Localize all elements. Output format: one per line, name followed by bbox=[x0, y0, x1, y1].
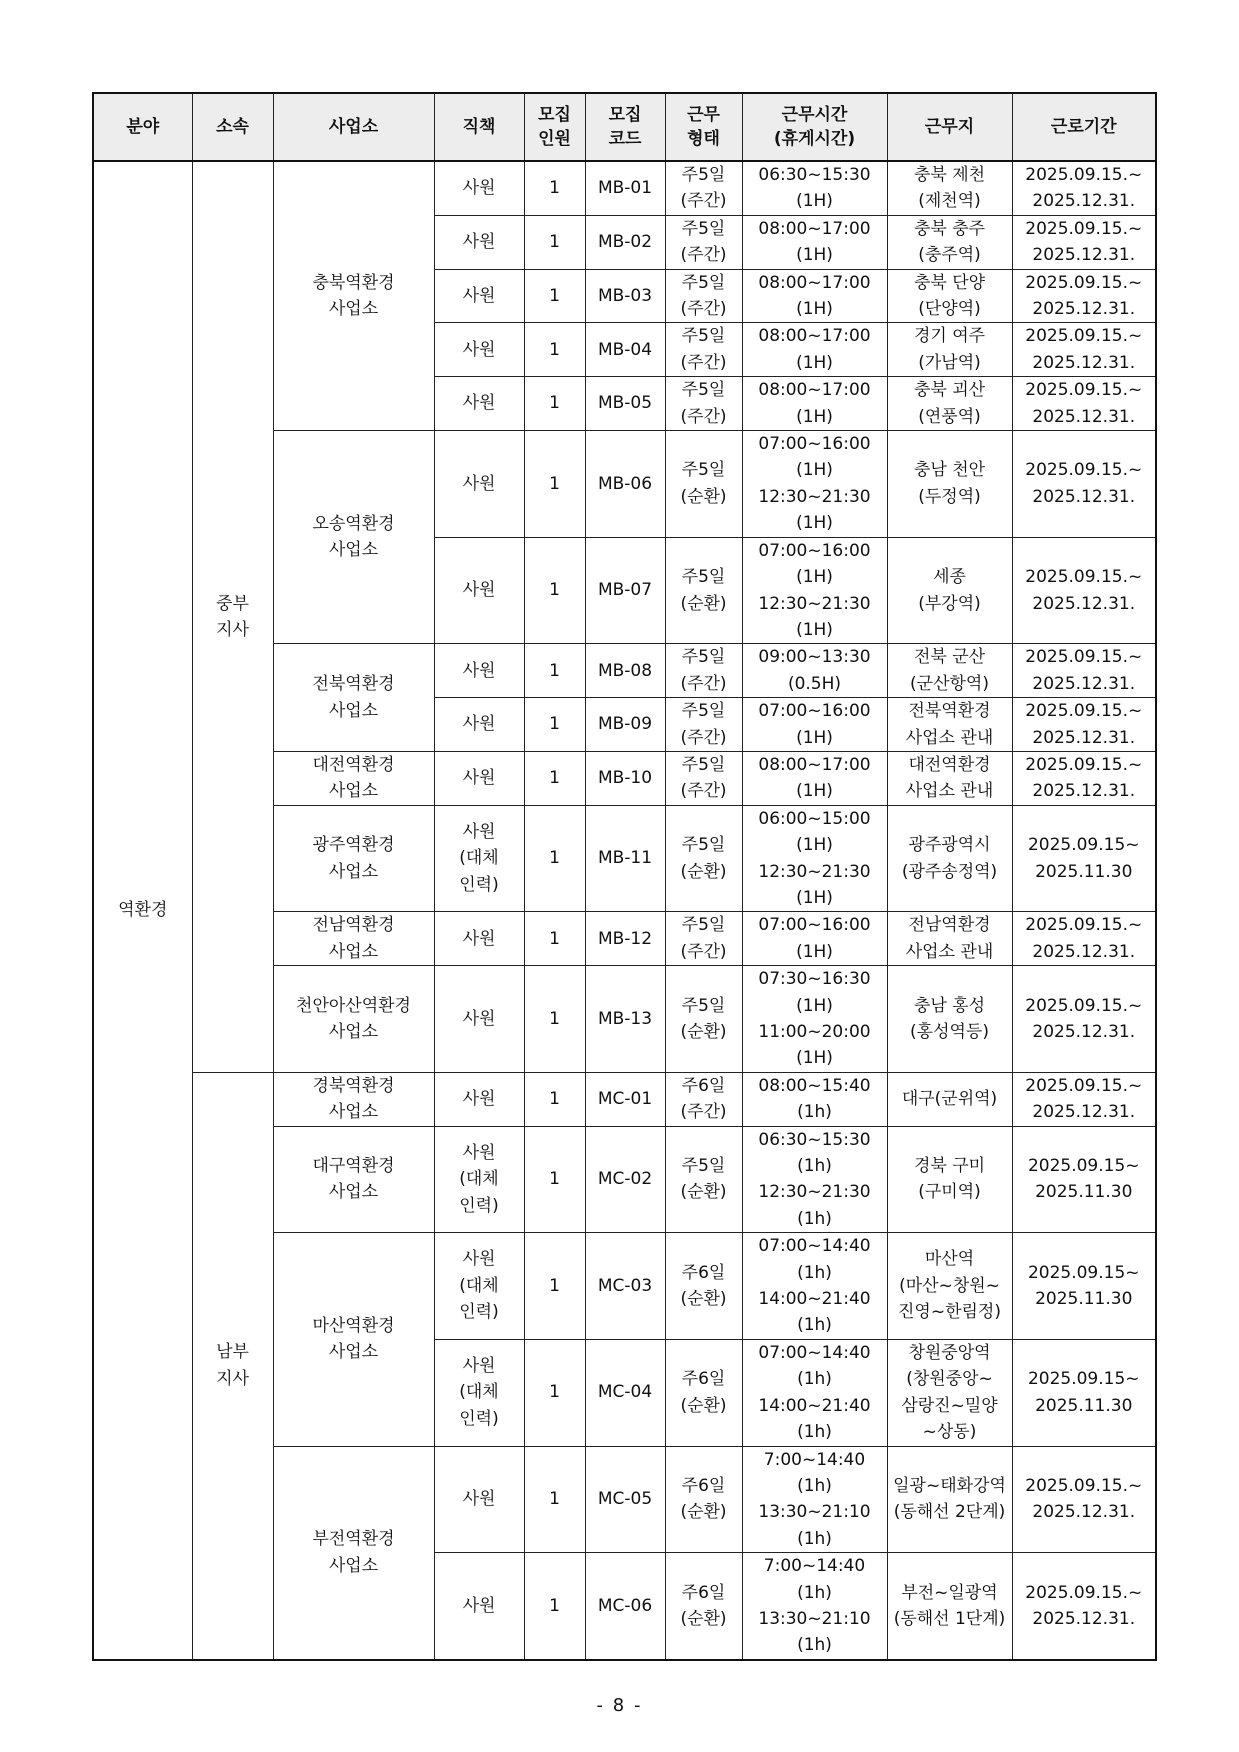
period-cell: 2025.09.15.~ 2025.12.31. bbox=[1012, 537, 1156, 644]
code-cell: MB-13 bbox=[585, 966, 665, 1073]
count-cell: 1 bbox=[524, 1339, 585, 1446]
position-cell: 사원 bbox=[434, 269, 524, 323]
count-cell: 1 bbox=[524, 1553, 585, 1660]
work-type-cell: 주5일 (순환) bbox=[665, 1126, 742, 1233]
location-cell: 부전~일광역 (동해선 1단계) bbox=[887, 1553, 1012, 1660]
work-hours-cell: 07:00~16:00 (1H) 12:30~21:30 (1H) bbox=[742, 431, 887, 538]
position-cell: 사원 bbox=[434, 1553, 524, 1660]
count-cell: 1 bbox=[524, 1126, 585, 1233]
position-cell: 사원 bbox=[434, 323, 524, 377]
work-type-cell: 주6일 (주간) bbox=[665, 1072, 742, 1126]
header-period: 근로기간 bbox=[1012, 93, 1156, 161]
location-cell: 세종 (부강역) bbox=[887, 537, 1012, 644]
work-type-cell: 주6일 (순환) bbox=[665, 1339, 742, 1446]
work-type-cell: 주5일 (주간) bbox=[665, 751, 742, 805]
code-cell: MB-03 bbox=[585, 269, 665, 323]
recruitment-table bbox=[92, 92, 1157, 1661]
position-cell: 사원 bbox=[434, 966, 524, 1073]
header-work-type: 근무 형태 bbox=[665, 93, 742, 161]
location-cell: 전남역환경 사업소 관내 bbox=[887, 912, 1012, 966]
work-hours-cell: 08:00~17:00 (1H) bbox=[742, 323, 887, 377]
count-cell: 1 bbox=[524, 751, 585, 805]
work-hours-cell: 08:00~17:00 (1H) bbox=[742, 215, 887, 269]
site-cell: 부전역환경 사업소 bbox=[273, 1446, 434, 1660]
position-cell: 사원 bbox=[434, 161, 524, 215]
count-cell: 1 bbox=[524, 323, 585, 377]
location-cell: 대전역환경 사업소 관내 bbox=[887, 751, 1012, 805]
work-hours-cell: 07:00~16:00 (1H) 12:30~21:30 (1H) bbox=[742, 537, 887, 644]
period-cell: 2025.09.15.~ 2025.12.31. bbox=[1012, 698, 1156, 752]
header-field: 분야 bbox=[93, 93, 192, 161]
code-cell: MC-06 bbox=[585, 1553, 665, 1660]
location-cell: 충남 홍성 (홍성역등) bbox=[887, 966, 1012, 1073]
work-type-cell: 주5일 (순환) bbox=[665, 966, 742, 1073]
header-position: 직책 bbox=[434, 93, 524, 161]
code-cell: MB-06 bbox=[585, 431, 665, 538]
work-hours-cell: 08:00~15:40 (1h) bbox=[742, 1072, 887, 1126]
location-cell: 경북 구미 (구미역) bbox=[887, 1126, 1012, 1233]
code-cell: MB-04 bbox=[585, 323, 665, 377]
code-cell: MB-05 bbox=[585, 377, 665, 431]
code-cell: MB-11 bbox=[585, 805, 665, 912]
field-cell: 역환경 bbox=[93, 161, 192, 1660]
branch-cell: 중부 지사 bbox=[192, 161, 273, 1072]
header-location: 근무지 bbox=[887, 93, 1012, 161]
location-cell: 마산역 (마산~창원~ 진영~한림정) bbox=[887, 1233, 1012, 1340]
location-cell: 충북 제천 (제천역) bbox=[887, 161, 1012, 215]
location-cell: 광주광역시 (광주송정역) bbox=[887, 805, 1012, 912]
period-cell: 2025.09.15.~ 2025.12.31. bbox=[1012, 1446, 1156, 1553]
period-cell: 2025.09.15.~ 2025.12.31. bbox=[1012, 644, 1156, 698]
header-row bbox=[93, 93, 1156, 161]
work-hours-cell: 07:00~14:40 (1h) 14:00~21:40 (1h) bbox=[742, 1233, 887, 1340]
work-hours-cell: 08:00~17:00 (1H) bbox=[742, 269, 887, 323]
work-type-cell: 주6일 (순환) bbox=[665, 1233, 742, 1340]
count-cell: 1 bbox=[524, 1072, 585, 1126]
count-cell: 1 bbox=[524, 269, 585, 323]
work-hours-cell: 09:00~13:30 (0.5H) bbox=[742, 644, 887, 698]
header-affiliation: 소속 bbox=[192, 93, 273, 161]
work-hours-cell: 07:00~14:40 (1h) 14:00~21:40 (1h) bbox=[742, 1339, 887, 1446]
location-cell: 경기 여주 (가남역) bbox=[887, 323, 1012, 377]
site-cell: 충북역환경 사업소 bbox=[273, 161, 434, 431]
position-cell: 사원 (대체 인력) bbox=[434, 1233, 524, 1340]
code-cell: MB-07 bbox=[585, 537, 665, 644]
code-cell: MB-09 bbox=[585, 698, 665, 752]
count-cell: 1 bbox=[524, 215, 585, 269]
header-count: 모집 인원 bbox=[524, 93, 585, 161]
code-cell: MC-02 bbox=[585, 1126, 665, 1233]
page-number: - 8 - bbox=[596, 1695, 643, 1716]
table-body bbox=[93, 161, 1156, 1660]
site-cell: 마산역환경 사업소 bbox=[273, 1233, 434, 1446]
work-type-cell: 주5일 (주간) bbox=[665, 269, 742, 323]
location-cell: 충북 단양 (단양역) bbox=[887, 269, 1012, 323]
work-type-cell: 주5일 (주간) bbox=[665, 644, 742, 698]
location-cell: 전북 군산 (군산항역) bbox=[887, 644, 1012, 698]
position-cell: 사원 bbox=[434, 1072, 524, 1126]
code-cell: MC-04 bbox=[585, 1339, 665, 1446]
code-cell: MB-12 bbox=[585, 912, 665, 966]
work-hours-cell: 7:00~14:40 (1h) 13:30~21:10 (1h) bbox=[742, 1446, 887, 1553]
site-cell: 전남역환경 사업소 bbox=[273, 912, 434, 966]
location-cell: 충북 괴산 (연풍역) bbox=[887, 377, 1012, 431]
work-type-cell: 주5일 (순환) bbox=[665, 431, 742, 538]
position-cell: 사원 bbox=[434, 698, 524, 752]
location-cell: 대구(군위역) bbox=[887, 1072, 1012, 1126]
site-cell: 전북역환경 사업소 bbox=[273, 644, 434, 752]
position-cell: 사원 bbox=[434, 644, 524, 698]
work-type-cell: 주6일 (순환) bbox=[665, 1446, 742, 1553]
work-type-cell: 주6일 (순환) bbox=[665, 1553, 742, 1660]
period-cell: 2025.09.15.~ 2025.12.31. bbox=[1012, 912, 1156, 966]
code-cell: MC-01 bbox=[585, 1072, 665, 1126]
period-cell: 2025.09.15~ 2025.11.30 bbox=[1012, 1339, 1156, 1446]
work-hours-cell: 7:00~14:40 (1h) 13:30~21:10 (1h) bbox=[742, 1553, 887, 1660]
count-cell: 1 bbox=[524, 966, 585, 1073]
work-hours-cell: 07:00~16:00 (1H) bbox=[742, 912, 887, 966]
period-cell: 2025.09.15.~ 2025.12.31. bbox=[1012, 1553, 1156, 1660]
work-type-cell: 주5일 (주간) bbox=[665, 698, 742, 752]
period-cell: 2025.09.15.~ 2025.12.31. bbox=[1012, 323, 1156, 377]
position-cell: 사원 (대체 인력) bbox=[434, 805, 524, 912]
count-cell: 1 bbox=[524, 805, 585, 912]
position-cell: 사원 bbox=[434, 431, 524, 538]
count-cell: 1 bbox=[524, 698, 585, 752]
period-cell: 2025.09.15.~ 2025.12.31. bbox=[1012, 751, 1156, 805]
period-cell: 2025.09.15~ 2025.11.30 bbox=[1012, 805, 1156, 912]
position-cell: 사원 bbox=[434, 377, 524, 431]
work-hours-cell: 08:00~17:00 (1H) bbox=[742, 751, 887, 805]
work-type-cell: 주5일 (순환) bbox=[665, 805, 742, 912]
work-type-cell: 주5일 (주간) bbox=[665, 215, 742, 269]
work-type-cell: 주5일 (주간) bbox=[665, 912, 742, 966]
work-hours-cell: 07:30~16:30 (1H) 11:00~20:00 (1H) bbox=[742, 966, 887, 1073]
position-cell: 사원 bbox=[434, 912, 524, 966]
position-cell: 사원 (대체 인력) bbox=[434, 1339, 524, 1446]
work-type-cell: 주5일 (주간) bbox=[665, 161, 742, 215]
header-work-hours: 근무시간 (휴게시간) bbox=[742, 93, 887, 161]
count-cell: 1 bbox=[524, 1233, 585, 1340]
branch-cell: 남부 지사 bbox=[192, 1072, 273, 1659]
location-cell: 충남 천안 (두정역) bbox=[887, 431, 1012, 538]
table-row bbox=[93, 161, 1156, 215]
location-cell: 일광~태화강역 (동해선 2단계) bbox=[887, 1446, 1012, 1553]
period-cell: 2025.09.15.~ 2025.12.31. bbox=[1012, 966, 1156, 1073]
work-type-cell: 주5일 (순환) bbox=[665, 537, 742, 644]
work-type-cell: 주5일 (주간) bbox=[665, 323, 742, 377]
count-cell: 1 bbox=[524, 1446, 585, 1553]
position-cell: 사원 bbox=[434, 537, 524, 644]
position-cell: 사원 bbox=[434, 1446, 524, 1553]
work-hours-cell: 06:00~15:00 (1H) 12:30~21:30 (1H) bbox=[742, 805, 887, 912]
site-cell: 대전역환경 사업소 bbox=[273, 751, 434, 805]
code-cell: MB-01 bbox=[585, 161, 665, 215]
work-hours-cell: 07:00~16:00 (1H) bbox=[742, 698, 887, 752]
site-cell: 대구역환경 사업소 bbox=[273, 1126, 434, 1233]
count-cell: 1 bbox=[524, 377, 585, 431]
count-cell: 1 bbox=[524, 912, 585, 966]
period-cell: 2025.09.15.~ 2025.12.31. bbox=[1012, 269, 1156, 323]
period-cell: 2025.09.15.~ 2025.12.31. bbox=[1012, 1072, 1156, 1126]
period-cell: 2025.09.15.~ 2025.12.31. bbox=[1012, 377, 1156, 431]
code-cell: MC-05 bbox=[585, 1446, 665, 1553]
work-hours-cell: 06:30~15:30 (1H) bbox=[742, 161, 887, 215]
position-cell: 사원 bbox=[434, 751, 524, 805]
period-cell: 2025.09.15.~ 2025.12.31. bbox=[1012, 215, 1156, 269]
count-cell: 1 bbox=[524, 161, 585, 215]
count-cell: 1 bbox=[524, 431, 585, 538]
location-cell: 충북 충주 (충주역) bbox=[887, 215, 1012, 269]
site-cell: 천안아산역환경 사업소 bbox=[273, 966, 434, 1073]
work-hours-cell: 06:30~15:30 (1h) 12:30~21:30 (1h) bbox=[742, 1126, 887, 1233]
header-code: 모집 코드 bbox=[585, 93, 665, 161]
recruitment-table-container bbox=[92, 92, 1155, 1661]
work-type-cell: 주5일 (주간) bbox=[665, 377, 742, 431]
code-cell: MB-08 bbox=[585, 644, 665, 698]
code-cell: MB-10 bbox=[585, 751, 665, 805]
work-hours-cell: 08:00~17:00 (1H) bbox=[742, 377, 887, 431]
code-cell: MB-02 bbox=[585, 215, 665, 269]
site-cell: 경북역환경 사업소 bbox=[273, 1072, 434, 1126]
site-cell: 오송역환경 사업소 bbox=[273, 431, 434, 644]
table-row bbox=[93, 1072, 1156, 1126]
header-site: 사업소 bbox=[273, 93, 434, 161]
period-cell: 2025.09.15~ 2025.11.30 bbox=[1012, 1233, 1156, 1340]
site-cell: 광주역환경 사업소 bbox=[273, 805, 434, 912]
code-cell: MC-03 bbox=[585, 1233, 665, 1340]
period-cell: 2025.09.15~ 2025.11.30 bbox=[1012, 1126, 1156, 1233]
period-cell: 2025.09.15.~ 2025.12.31. bbox=[1012, 161, 1156, 215]
position-cell: 사원 bbox=[434, 215, 524, 269]
position-cell: 사원 (대체 인력) bbox=[434, 1126, 524, 1233]
count-cell: 1 bbox=[524, 644, 585, 698]
location-cell: 전북역환경 사업소 관내 bbox=[887, 698, 1012, 752]
period-cell: 2025.09.15.~ 2025.12.31. bbox=[1012, 431, 1156, 538]
location-cell: 창원중앙역 (창원중앙~ 삼랑진~밀양 ~상동) bbox=[887, 1339, 1012, 1446]
count-cell: 1 bbox=[524, 537, 585, 644]
